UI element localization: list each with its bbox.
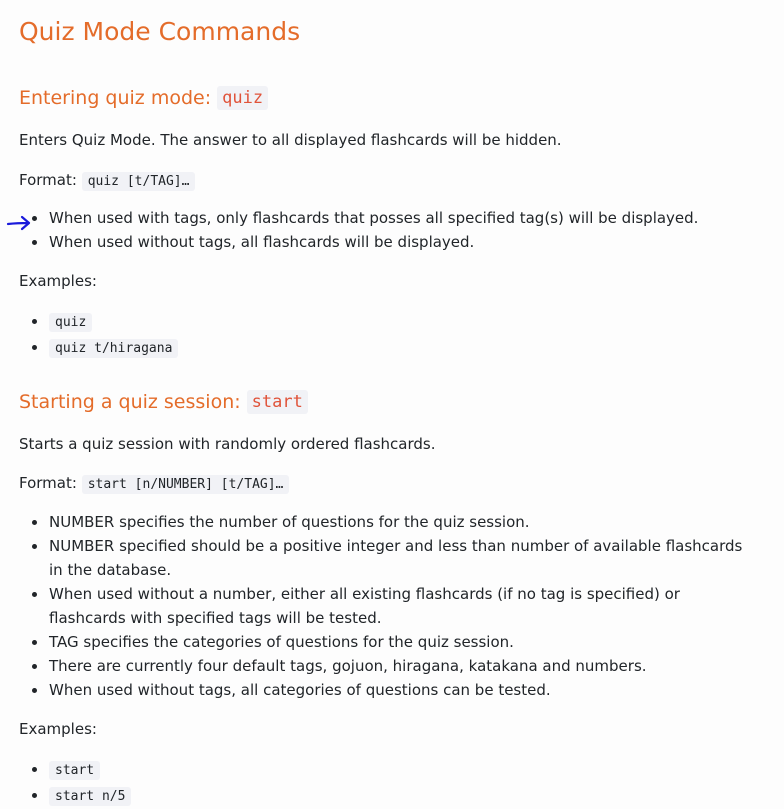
section-description: Enters Quiz Mode. The answer to all displayed flashcards will be hidden. xyxy=(19,131,562,149)
list-item xyxy=(19,206,759,230)
examples-list xyxy=(19,309,759,361)
list-item-text: There are currently four default tags, gojuon, hiragana, katakana and numbers. xyxy=(49,657,647,675)
page-title: Quiz Mode Commands xyxy=(19,17,301,46)
bullet-icon xyxy=(32,664,37,669)
format-code: start [n/NUMBER] [t/TAG]… xyxy=(82,475,290,494)
arrow-stroke xyxy=(8,217,29,229)
bullet-icon xyxy=(32,767,37,772)
list-item xyxy=(19,309,759,335)
format-line xyxy=(19,473,289,495)
list-item xyxy=(19,230,759,254)
list-item xyxy=(19,630,759,654)
bullet-icon xyxy=(32,544,37,549)
bullet-icon xyxy=(32,319,37,324)
format-label: Format: xyxy=(19,474,77,492)
list-item xyxy=(19,678,759,702)
example-code: start n/5 xyxy=(49,787,131,806)
bullet-icon xyxy=(32,520,37,525)
bullet-icon xyxy=(32,240,37,245)
format-label: Format: xyxy=(19,171,77,189)
example-code: quiz xyxy=(49,313,92,332)
example-code: start xyxy=(49,761,100,780)
section-heading-code: start xyxy=(247,390,308,414)
section-heading-text: Starting a quiz session: xyxy=(19,391,241,413)
notes-list xyxy=(19,510,759,702)
example-code: quiz t/hiragana xyxy=(49,339,178,358)
bullet-icon xyxy=(32,345,37,350)
format-line xyxy=(19,170,195,192)
list-item xyxy=(19,335,759,361)
list-item-text: NUMBER specified should be a positive integer and less than number of available flashcards in the database. xyxy=(49,537,743,579)
list-item-text: When used without a number, either all existing flashcards (if no tag is specified) or flashcards with specified tags will be tested. xyxy=(49,585,680,627)
bullet-icon xyxy=(32,688,37,693)
list-item xyxy=(19,510,759,534)
format-code: quiz [t/TAG]… xyxy=(82,172,196,191)
list-item-text: When used without tags, all flashcards will be displayed. xyxy=(49,233,475,251)
list-item-text: When used with tags, only flashcards that posses all specified tag(s) will be displayed. xyxy=(49,209,699,227)
section-heading-start xyxy=(19,390,308,414)
list-item xyxy=(19,582,759,630)
bullet-icon xyxy=(32,640,37,645)
annotation-arrow-icon xyxy=(7,214,33,232)
section-heading-code: quiz xyxy=(217,86,268,110)
list-item-text: TAG specifies the categories of questions for the quiz session. xyxy=(49,633,514,651)
list-item-text: When used without tags, all categories of questions can be tested. xyxy=(49,681,551,699)
list-item-text: NUMBER specifies the number of questions for the quiz session. xyxy=(49,513,530,531)
examples-label: Examples: xyxy=(19,720,97,738)
list-item xyxy=(19,654,759,678)
section-heading-quiz xyxy=(19,86,268,110)
examples-list xyxy=(19,757,759,809)
section-heading-text: Entering quiz mode: xyxy=(19,87,212,109)
bullet-icon xyxy=(32,793,37,798)
list-item xyxy=(19,534,759,582)
bullet-icon xyxy=(32,592,37,597)
examples-label: Examples: xyxy=(19,272,97,290)
list-item xyxy=(19,783,759,809)
notes-list xyxy=(19,206,759,254)
list-item xyxy=(19,757,759,783)
section-description: Starts a quiz session with randomly ordered flashcards. xyxy=(19,435,436,453)
